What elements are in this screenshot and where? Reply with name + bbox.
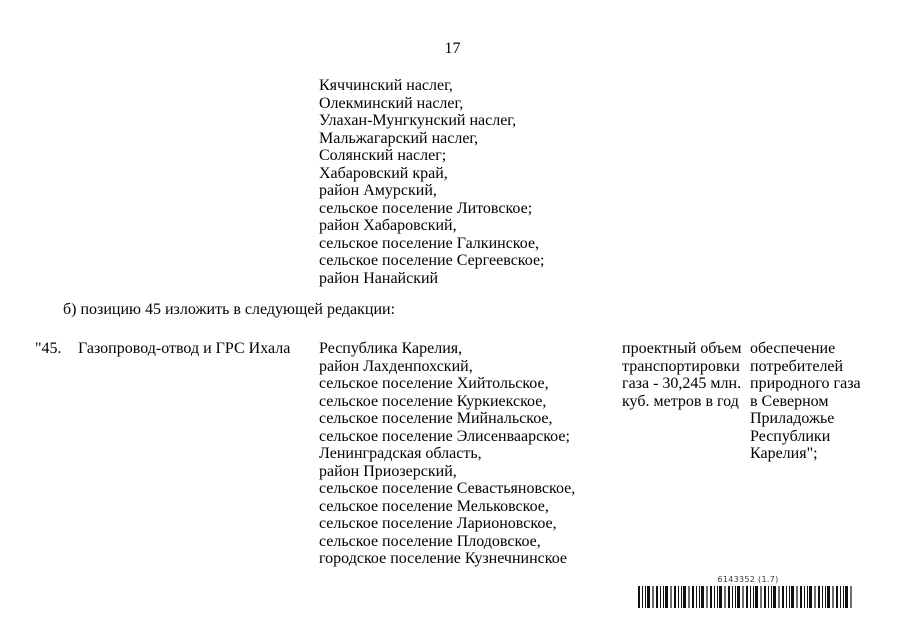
barcode-bar xyxy=(645,586,646,608)
barcode-bar xyxy=(714,586,715,608)
text-line: Солянский наслег; xyxy=(319,147,447,164)
barcode-bar xyxy=(683,586,686,608)
barcode-bar xyxy=(701,586,704,608)
barcode-bar xyxy=(814,586,816,608)
barcode-bar xyxy=(804,586,805,608)
barcode-bar xyxy=(642,586,643,608)
barcode-bar xyxy=(638,586,640,608)
barcode-bar xyxy=(750,586,751,608)
barcode-bar xyxy=(818,586,820,608)
barcode-icon xyxy=(638,586,858,608)
barcode-bar xyxy=(652,586,654,608)
barcode-bar xyxy=(746,586,748,608)
text-line: природного газа xyxy=(750,375,861,392)
text-line: Мальжагарский наслег, xyxy=(319,129,479,147)
barcode-label: 6143352 (1.7) xyxy=(717,575,779,584)
barcode-bar xyxy=(717,586,718,608)
text-line: транспортировки xyxy=(622,357,740,375)
text-line: Карелия"; xyxy=(750,445,818,462)
barcode-bar xyxy=(665,586,668,608)
barcode-bar xyxy=(782,586,784,608)
barcode-bar xyxy=(692,586,694,608)
text-line: Республики xyxy=(750,427,831,445)
barcode-bar xyxy=(678,586,679,608)
barcode-bar xyxy=(786,586,787,608)
barcode-bar xyxy=(843,586,844,608)
barcode-bar xyxy=(773,586,776,608)
barcode-bar xyxy=(753,586,754,608)
text-line: Приладожье xyxy=(750,410,835,427)
barcode-bar xyxy=(789,586,790,608)
text-line: сельское поселение Литовское; xyxy=(319,199,533,217)
barcode-bar xyxy=(737,586,740,608)
barcode-bar xyxy=(827,586,830,608)
barcode-bar xyxy=(836,586,838,608)
barcode xyxy=(638,575,858,608)
pipeline-name: Газопровод-отвод и ГРС Ихала xyxy=(78,340,291,357)
text-line: сельское поселение Куркиекское, xyxy=(319,392,547,410)
barcode-bar xyxy=(800,586,802,608)
barcode-bar xyxy=(845,586,848,608)
text-line: проектный объем xyxy=(622,340,742,357)
purpose-text xyxy=(750,340,875,463)
text-line: район Хабаровский, xyxy=(319,217,457,234)
text-line: сельское поселение Галкинское, xyxy=(319,234,540,252)
text-line: сельское поселение Мельковское, xyxy=(319,497,549,515)
barcode-bar xyxy=(742,586,744,608)
text-line: район Амурский, xyxy=(319,182,437,199)
barcode-bar xyxy=(724,586,726,608)
barcode-bar xyxy=(809,586,812,608)
barcode-bar xyxy=(850,586,852,608)
barcode-bar xyxy=(732,586,733,608)
row-number: "45. xyxy=(35,340,62,357)
barcode-bar xyxy=(670,586,672,608)
barcode-bar xyxy=(681,586,682,608)
barcode-bar xyxy=(764,586,766,608)
text-line: сельское поселение Мийнальское, xyxy=(319,410,553,427)
text-line: Олекминский наслег, xyxy=(319,94,464,112)
barcode-bar xyxy=(735,586,736,608)
text-line: сельское поселение Элисенваарское; xyxy=(319,427,570,445)
text-line: в Северном xyxy=(750,392,829,410)
barcode-bar xyxy=(771,586,772,608)
text-line: потребителей xyxy=(750,357,844,375)
barcode-bar xyxy=(696,586,697,608)
text-line: сельское поселение Хийтольское, xyxy=(319,375,549,392)
text-line: Хабаровский край, xyxy=(319,164,448,182)
text-line: сельское поселение Ларионовское, xyxy=(319,515,557,532)
barcode-bar xyxy=(719,586,722,608)
barcode-bar xyxy=(660,586,661,608)
barcode-bar xyxy=(647,586,650,608)
barcode-bar xyxy=(706,586,708,608)
text-line: район Нанайский xyxy=(319,269,439,287)
barcode-bar xyxy=(656,586,658,608)
text-line: район Приозерский, xyxy=(319,462,457,480)
barcode-bar xyxy=(822,586,823,608)
text-line: городское поселение Кузнечнинское xyxy=(319,550,568,567)
text-line: район Лахденпохский, xyxy=(319,357,473,375)
page-number: 17 xyxy=(444,40,461,57)
barcode-bar xyxy=(796,586,798,608)
barcode-bar xyxy=(832,586,834,608)
text-line: Кяччинский наслег, xyxy=(319,77,453,94)
barcode-bar xyxy=(825,586,826,608)
text-line: куб. метров в год xyxy=(622,392,739,410)
barcode-bar xyxy=(778,586,780,608)
text-line: Республика Карелия, xyxy=(319,340,463,357)
text-line: Улахан-Мунгкунский наслег, xyxy=(319,112,517,129)
barcode-bar xyxy=(710,586,712,608)
text-line: газа - 30,245 млн. xyxy=(622,375,742,392)
amendment-clause: б) позицию 45 изложить в следующей редакции: xyxy=(63,301,396,318)
barcode-bar xyxy=(674,586,676,608)
barcode-bar xyxy=(755,586,758,608)
barcode-bar xyxy=(728,586,730,608)
barcode-bar xyxy=(840,586,841,608)
barcode-bar xyxy=(807,586,808,608)
text-line: сельское поселение Плодовское, xyxy=(319,532,541,550)
text-line: обеспечение xyxy=(750,340,836,357)
locations-list xyxy=(319,77,545,287)
text-line: сельское поселение Сергеевское; xyxy=(319,252,545,269)
barcode-bar xyxy=(688,586,690,608)
barcode-bar xyxy=(760,586,762,608)
text-line: сельское поселение Севастьяновское, xyxy=(319,480,576,497)
capacity-text xyxy=(622,340,750,410)
territories-list xyxy=(319,340,575,568)
barcode-bar xyxy=(791,586,794,608)
text-line: Ленинградская область, xyxy=(319,445,482,462)
barcode-bar xyxy=(663,586,664,608)
barcode-bar xyxy=(768,586,769,608)
barcode-bar xyxy=(699,586,700,608)
